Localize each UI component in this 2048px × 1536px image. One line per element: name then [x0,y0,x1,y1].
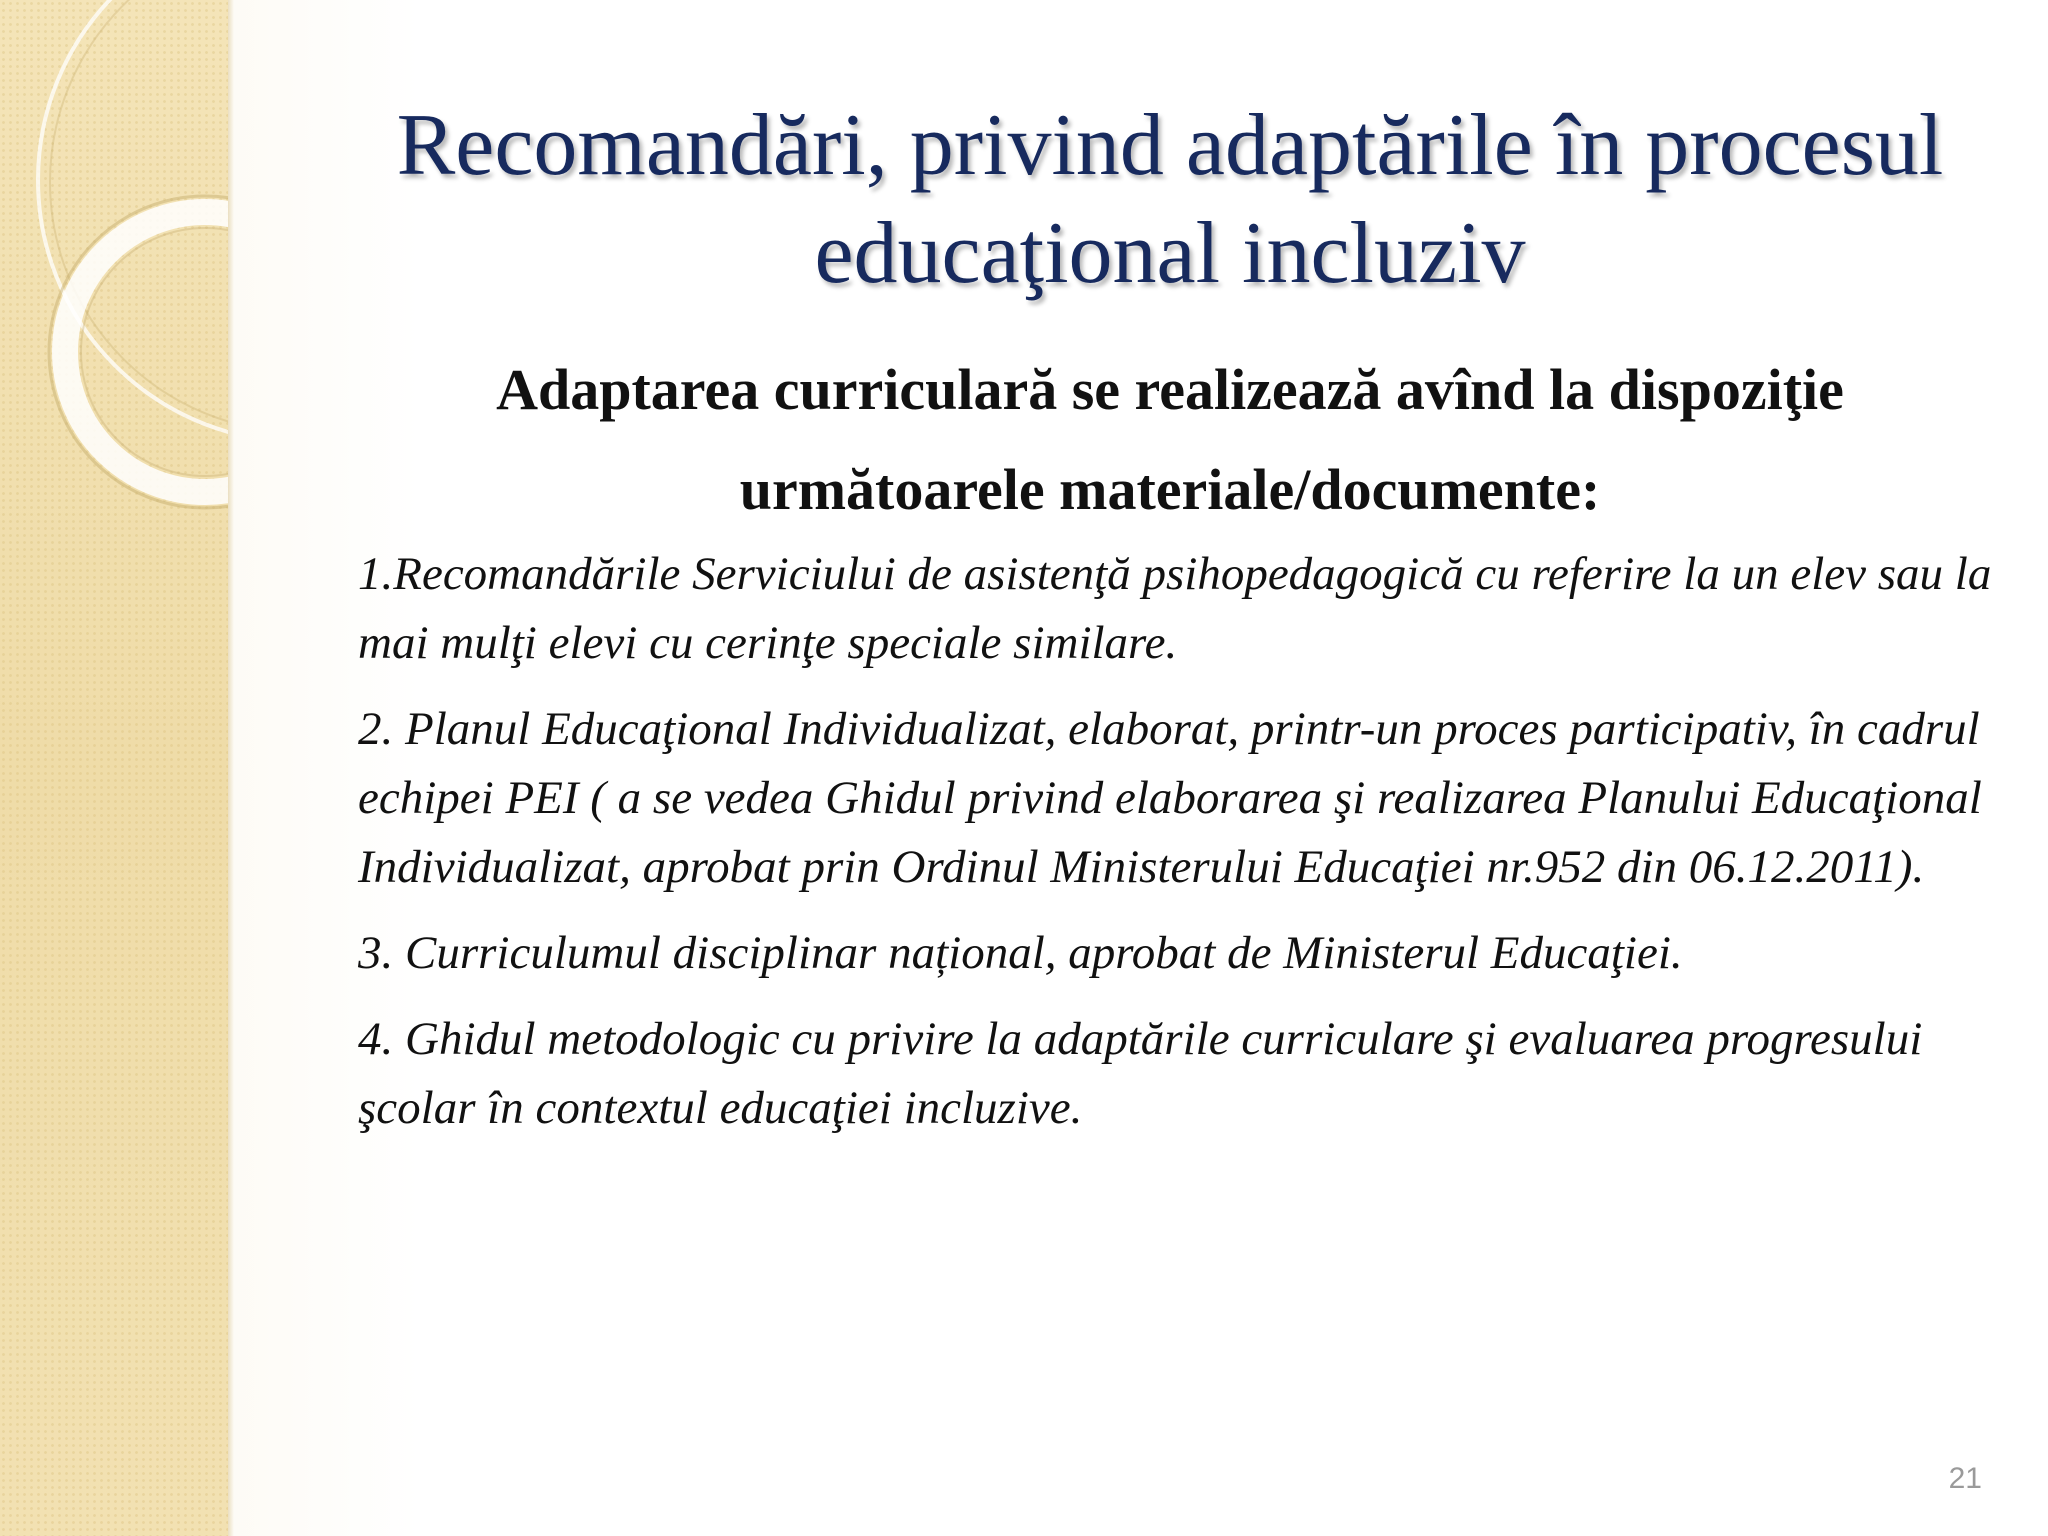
list-item: 3. Curriculumul disciplinar național, aprobat de Ministerul Educaţiei. [358,927,1683,979]
list-item: 1.Recomandările Serviciului de asistenţă psihopedagogică cu referire la un elev sau la mai mulţi elevi cu cerinţe speciale similare. [358,548,1992,669]
document-list [358,540,1998,1160]
list-item: 2. Planul Educaţional Individualizat, elaborat, printr-un proces participativ, în cadrul echipei PEI ( a se vedea Ghidul privind elaborarea şi realizarea Planului Educaţional Individualizat, aprobat prin Ordinul Ministerului Educaţiei nr.952 din 06.12.2011). [358,703,1982,893]
slide-subtitle: Adaptarea curriculară se realizează avînd la dispoziţie următoarele materiale/documente: [496,357,1844,522]
decorative-sidebar [0,0,228,1536]
slide-title: Recomandări, privind adaptările în procesul educaţional incluziv [396,97,1944,302]
list-item: 4. Ghidul metodologic cu privire la adaptările curriculare şi evaluarea progresului şcolar în contextul educaţiei incluzive. [358,1013,1923,1134]
page-number: 21 [1948,1462,1982,1495]
decorative-circles [0,0,228,1536]
sidebar-edge [228,0,234,1536]
